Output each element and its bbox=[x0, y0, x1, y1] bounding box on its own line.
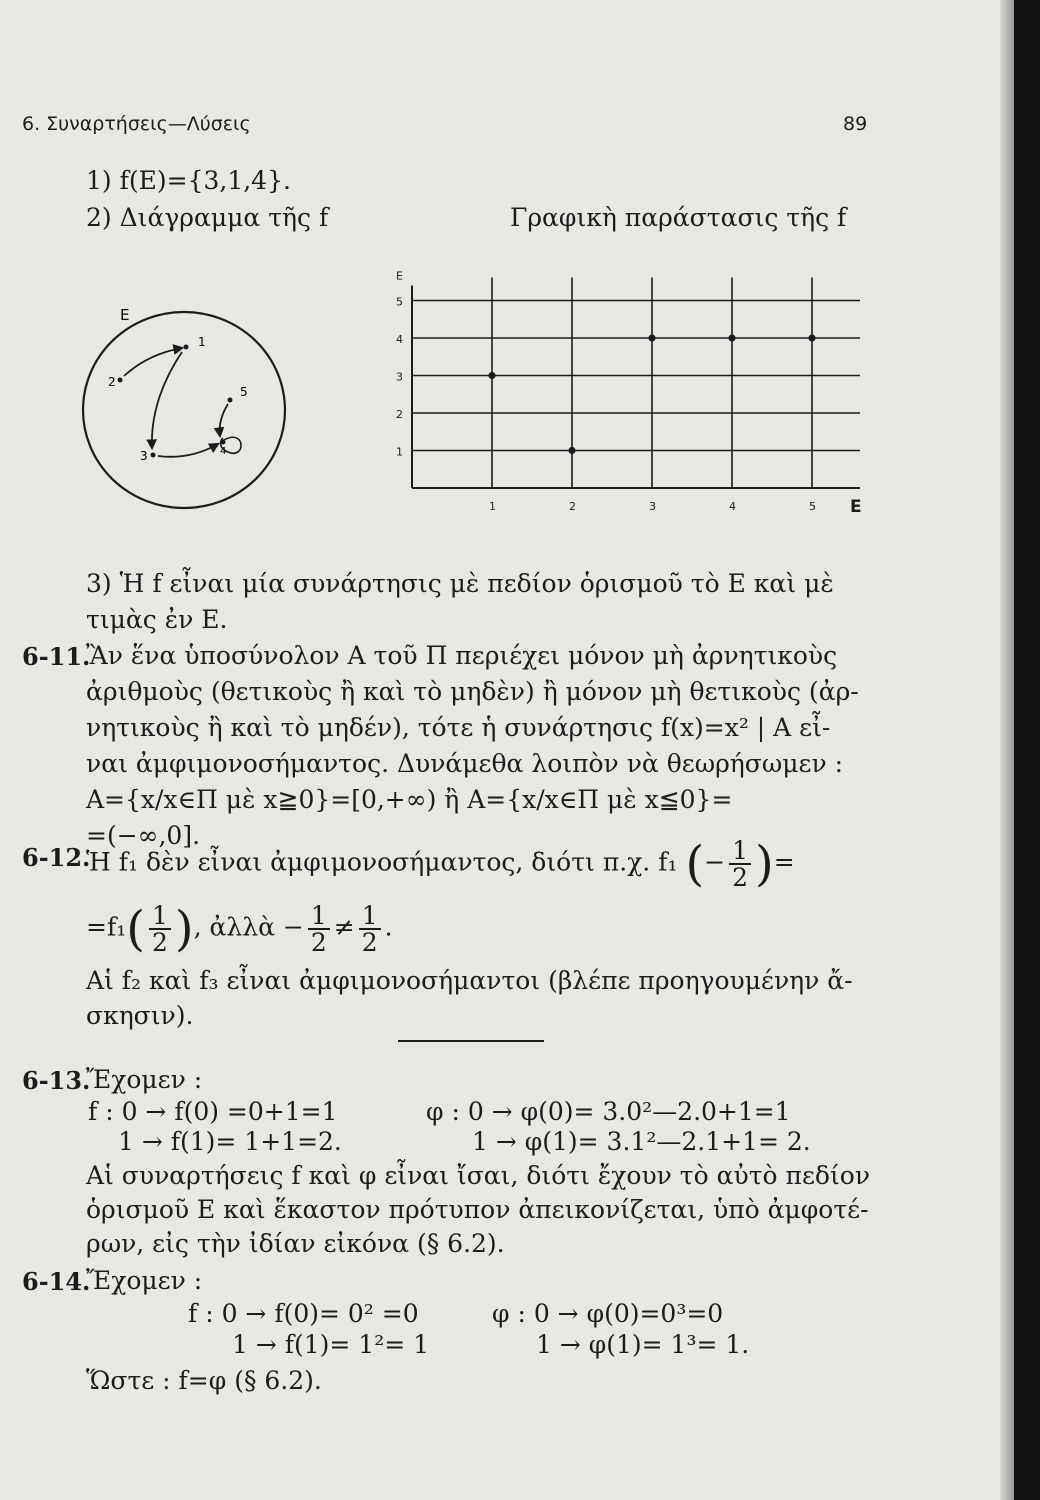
y-tick-label: 4 bbox=[396, 333, 403, 346]
exercise-number-6-11: 6-11. bbox=[22, 642, 91, 671]
ex614-phi-line2: 1 → φ(1)= 1³= 1. bbox=[536, 1330, 750, 1359]
part1-text: 1) f(E)={3,1,4}. bbox=[86, 166, 291, 195]
ex612-line2 bbox=[86, 903, 393, 955]
neg-sign: − bbox=[282, 912, 304, 942]
part3-line2: τιμὰς ἐν Ε. bbox=[86, 605, 228, 634]
fraction-one-half bbox=[308, 903, 330, 955]
alla-word: , ἀλλὰ bbox=[193, 912, 275, 942]
ex613-text-line: ρων, εἰς τὴν ἰδίαν εἰκόνα (§ 6.2). bbox=[86, 1229, 505, 1258]
graph-point bbox=[488, 372, 495, 379]
x-tick-label: 1 bbox=[489, 500, 496, 513]
venn-label-1: 1 bbox=[198, 335, 206, 349]
arrow-diagram bbox=[68, 290, 308, 520]
y-axis-label: E bbox=[396, 269, 403, 283]
venn-point-1 bbox=[184, 345, 189, 350]
graph-point bbox=[648, 334, 655, 341]
book-binding-edge bbox=[1014, 0, 1040, 1500]
ex613-text-line: Αἱ συναρτήσεις f καὶ φ εἶναι ἴσαι, διότι ἔχουν τὸ αὐτὸ πεδίον bbox=[86, 1161, 871, 1190]
denominator: 2 bbox=[308, 928, 330, 955]
ex611-line: νητικοὺς ἢ καὶ τὸ μηδέν), τότε ἡ συνάρτησις f(x)=x² | A εἶ- bbox=[86, 713, 831, 742]
set-ellipse bbox=[83, 312, 285, 508]
denominator: 2 bbox=[359, 928, 381, 955]
x-axis-label: E bbox=[850, 497, 862, 517]
ex614-phi-line1: φ : 0 → φ(0)=0³=0 bbox=[492, 1299, 724, 1328]
running-header: 6. Συναρτήσεις—Λύσεις bbox=[22, 113, 251, 135]
paren: ) bbox=[755, 836, 774, 892]
denominator: 2 bbox=[729, 863, 751, 890]
arrow-1-to-3 bbox=[152, 352, 182, 448]
ex614-f-line1: f : 0 → f(0)= 0² =0 bbox=[188, 1299, 419, 1328]
ex614-f-line2: 1 → f(1)= 1²= 1 bbox=[232, 1330, 430, 1359]
function-graph bbox=[380, 258, 900, 528]
fraction-one-half bbox=[149, 903, 171, 955]
not-equal-sign: ≠ bbox=[333, 912, 355, 942]
fraction-one-half bbox=[359, 903, 381, 955]
paren: ( bbox=[126, 901, 145, 957]
numerator: 1 bbox=[310, 901, 327, 930]
arrow-5-to-4 bbox=[220, 404, 228, 436]
venn-label-5: 5 bbox=[240, 385, 248, 399]
venn-point-2 bbox=[118, 378, 123, 383]
ex611-line: ναι ἀμφιμονοσήμαντος. Δυνάμεθα λοιπὸν νὰ θεωρήσωμεν : bbox=[86, 749, 844, 778]
numerator: 1 bbox=[732, 836, 749, 865]
ex611-line: Α={x/x∈Π μὲ x≧0}=[0,+∞) ἢ Α={x/x∈Π μὲ x≦0}= bbox=[86, 785, 733, 814]
ex613-f-line2: 1 → f(1)= 1+1=2. bbox=[118, 1127, 342, 1156]
ex614-conclusion: Ὥστε : f=φ (§ 6.2). bbox=[86, 1366, 322, 1395]
graph-point bbox=[808, 334, 815, 341]
venn-point-3 bbox=[151, 453, 156, 458]
graph-label: Γραφικὴ παράστασις τῆς f bbox=[510, 203, 847, 232]
ex613-text-line: ὁρισμοῦ Ε καὶ ἕκαστον πρότυπον ἀπεικονίζεται, ὑπὸ ἀμφοτέ- bbox=[86, 1195, 869, 1224]
equals-sign: = bbox=[773, 847, 795, 877]
ex612-line3: Αἱ f₂ καὶ f₃ εἶναι ἀμφιμονοσήμαντοι (βλέπε προηγουμένην ἄ- bbox=[86, 966, 853, 995]
ex611-line: ἀριθμοὺς (θετικοὺς ἢ καὶ τὸ μηδὲν) ἢ μόνον μὴ θετικοὺς (ἀρ- bbox=[86, 677, 859, 706]
ex611-line: =(−∞,0]. bbox=[86, 821, 201, 850]
exercise-number-6-13: 6-13. bbox=[22, 1066, 91, 1095]
paren: ( bbox=[685, 836, 705, 892]
x-tick-label: 3 bbox=[649, 500, 656, 513]
ex611-line: Ἂν ἕνα ὑποσύνολον Α τοῦ Π περιέχει μόνον μὴ ἀρνητικοὺς bbox=[86, 641, 838, 670]
exercise-number-6-12: 6-12. bbox=[22, 843, 91, 872]
ex613-intro: Ἔχομεν : bbox=[86, 1065, 203, 1094]
x-tick-label: 5 bbox=[809, 500, 816, 513]
venn-label-2: 2 bbox=[108, 375, 116, 389]
section-divider bbox=[398, 1040, 544, 1042]
ex613-phi-line1: φ : 0 → φ(0)= 3.0²—2.0+1=1 bbox=[426, 1097, 791, 1126]
y-tick-label: 3 bbox=[396, 370, 403, 384]
graph-point bbox=[568, 447, 575, 454]
x-tick-label: 4 bbox=[729, 500, 736, 513]
f1-eq: =f₁ bbox=[86, 912, 127, 942]
graph-point bbox=[728, 334, 735, 341]
y-tick-label: 1 bbox=[396, 445, 403, 459]
page-edge-shadow bbox=[1000, 0, 1014, 1500]
ex612-line1 bbox=[86, 838, 795, 890]
neg-sign: − bbox=[704, 847, 726, 877]
ex614-intro: Ἔχομεν : bbox=[86, 1266, 203, 1295]
paren: ) bbox=[174, 901, 194, 957]
part2-label: 2) Διάγραμμα τῆς f bbox=[86, 203, 329, 232]
ex612-line4: σκησιν). bbox=[86, 1001, 194, 1030]
venn-label-3: 3 bbox=[140, 449, 148, 463]
numerator: 1 bbox=[151, 901, 168, 930]
ex613-f-line1: f : 0 → f(0) =0+1=1 bbox=[88, 1097, 338, 1126]
venn-point-5 bbox=[228, 398, 233, 403]
numerator: 1 bbox=[361, 901, 378, 930]
y-tick-label: 5 bbox=[396, 295, 403, 309]
denominator: 2 bbox=[149, 928, 171, 955]
period: . bbox=[384, 912, 393, 942]
ex612-line1-text: Ἡ f₁ δὲν εἶναι ἀμφιμονοσήμαντος, διότι π.χ. f₁ bbox=[86, 847, 678, 877]
arrow-3-to-4 bbox=[158, 444, 218, 457]
exercise-number-6-14: 6-14. bbox=[22, 1267, 91, 1296]
venn-label-4: 4 bbox=[220, 446, 227, 457]
y-tick-label: 2 bbox=[396, 408, 403, 421]
part3-line1: 3) Ἡ f εἶναι μία συνάρτησις μὲ πεδίον ὁρισμοῦ τὸ Ε καὶ μὲ bbox=[86, 569, 834, 598]
page-number: 89 bbox=[843, 113, 868, 135]
fraction-one-half bbox=[729, 838, 751, 890]
set-label: E bbox=[120, 306, 130, 324]
arrow-2-to-1 bbox=[124, 348, 182, 376]
x-tick-label: 2 bbox=[569, 500, 576, 513]
ex613-phi-line2: 1 → φ(1)= 3.1²—2.1+1= 2. bbox=[472, 1127, 811, 1156]
